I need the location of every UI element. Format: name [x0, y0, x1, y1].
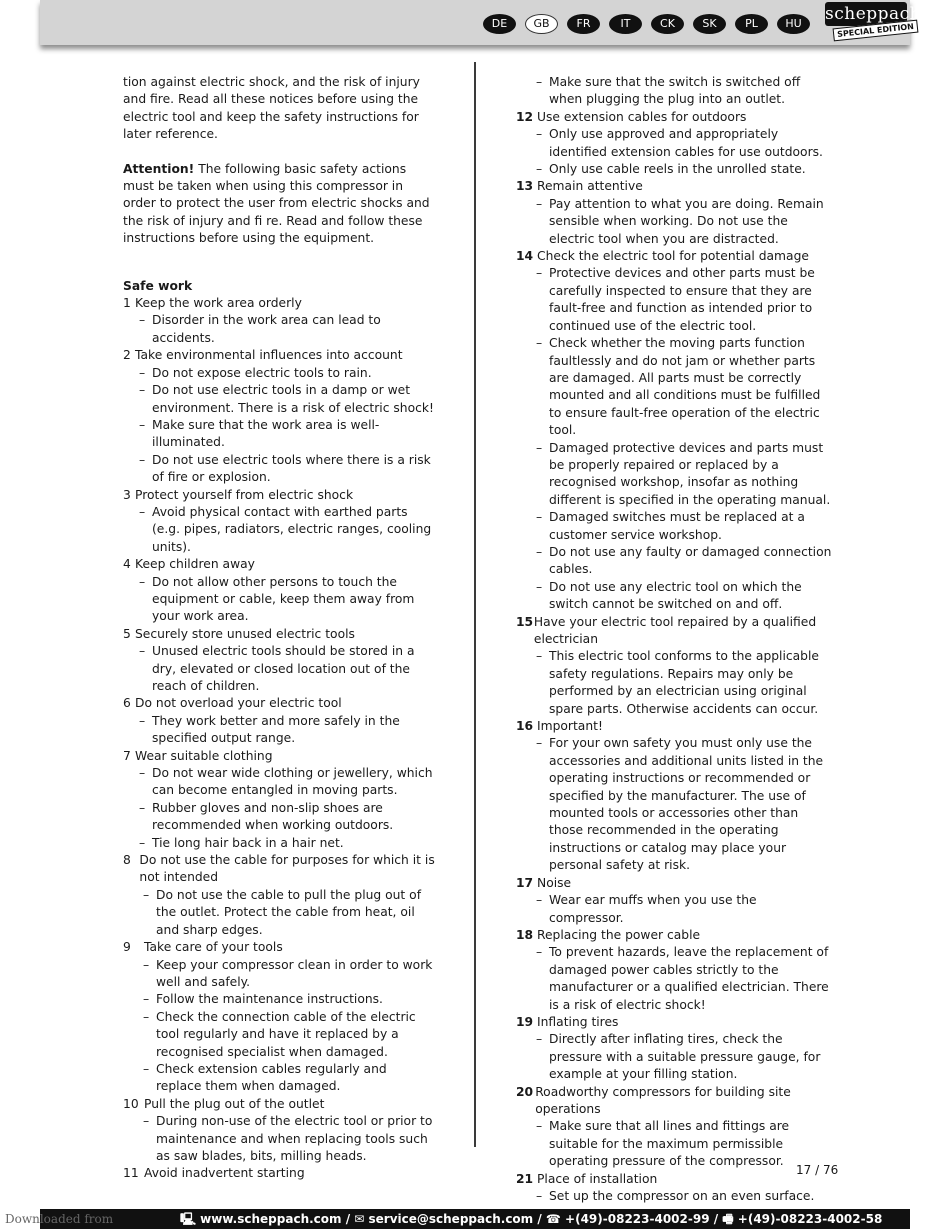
item-title: Securely store unused electric tools: [135, 626, 355, 641]
subitem-text: Disorder in the work area can lead to accidents.: [152, 313, 381, 345]
subitem-text: Do not wear wide clothing or jewellery, which can become entangled in moving parts.: [152, 766, 433, 798]
language-tab-de[interactable]: DE: [483, 14, 516, 34]
item-number: 14: [516, 249, 534, 264]
subitem-text: Pay attention to what you are doing. Remain sensible when working. Do not use the electric tool when you are distracted.: [549, 196, 824, 246]
item-title: Keep children away: [135, 557, 255, 572]
section-title: Safe work: [123, 278, 193, 293]
language-tab-pl[interactable]: PL: [735, 14, 768, 34]
column-divider: [474, 62, 476, 1147]
right-column: [516, 74, 832, 1205]
list-item: [516, 875, 832, 892]
subitem-text: Make sure that the switch is switched off when plugging the plug into an outlet.: [549, 75, 801, 107]
list-subitem: – Rubber gloves and non-slip shoes are recommended when working outdoors.: [123, 800, 435, 835]
list-item: [123, 748, 435, 765]
list-subitem: – Do not use electric tools where there is a risk of fire or explosion.: [123, 452, 435, 487]
subitem-text: Avoid physical contact with earthed parts (e.g. pipes, radiators, electric ranges, cooling units).: [152, 504, 432, 554]
list-subitem: – Check the connection cable of the electric tool regularly and have it replaced by a recognised specialist when damaged.: [123, 1009, 435, 1061]
list-item: [516, 614, 832, 649]
list-subitem: – Protective devices and other parts must be carefully inspected to ensure that they are fault-free and function as intended prior to continued use of the electric tool.: [516, 265, 832, 335]
item-number: 16: [516, 719, 534, 734]
subitem-text: Do not use electric tools in a damp or wet environment. There is a risk of electric shock!: [152, 383, 434, 415]
list-item: [516, 1084, 832, 1119]
item-number: 19: [516, 1014, 534, 1029]
subitem-text: Unused electric tools should be stored in a dry, elevated or closed location out of the reach of children.: [152, 644, 415, 693]
subitem-text: This electric tool conforms to the applicable safety regulations. Repairs may only be performed by an electrician using original spare parts. Otherwise accidents can occur.: [549, 649, 819, 716]
list-item: [516, 1171, 832, 1188]
attention-label: Attention!: [123, 161, 195, 176]
list-item: [123, 939, 435, 956]
logo-subtitle: SPECIAL EDITION: [833, 20, 919, 42]
item-title: Inflating tires: [537, 1014, 619, 1029]
attention-paragraph: [123, 161, 435, 248]
item-title: Noise: [537, 875, 572, 890]
item-title: Pull the plug out of the outlet: [144, 1096, 325, 1111]
list-subitem: – Make sure that the switch is switched off when plugging the plug into an outlet.: [516, 74, 832, 109]
list-subitem: – Only use cable reels in the unrolled state.: [516, 161, 832, 178]
item-number: 11: [123, 1166, 139, 1181]
list-subitem: – During non-use of the electric tool or prior to maintenance and when replacing tools such as saw blades, bits, milling heads.: [123, 1113, 435, 1165]
item-title: Use extension cables for outdoors: [537, 109, 747, 124]
subitem-text: Damaged protective devices and parts must be properly repaired or replaced by a recognised workshop, insofar as nothing different is specified in the operating manual.: [549, 440, 831, 507]
item-title: Keep the work area orderly: [135, 296, 302, 311]
subitem-text: Check the connection cable of the electric tool regularly and have it replaced by a recognised specialist when damaged.: [156, 1009, 416, 1059]
list-subitem: – Tie long hair back in a hair net.: [123, 835, 435, 852]
language-tabs: [483, 14, 810, 34]
item-number: 17: [516, 875, 534, 890]
item-title: Take care of your tools: [144, 940, 283, 955]
scheppach-logo: [825, 2, 922, 42]
item-title: Roadworthy compressors for building site operations: [535, 1084, 791, 1116]
list-subitem: – Follow the maintenance instructions.: [123, 991, 435, 1008]
item-number: 3: [123, 487, 131, 502]
intro-paragraph: tion against electric shock, and the risk of injury and fire. Read all these notices before using the electric tool and keep the safety instructions for later reference.: [123, 75, 420, 142]
list-subitem: – Check whether the moving parts function faultlessly and do not jam or whether parts are damaged. All parts must be correctly mounted and all conditions must be fulfilled to ensure fault-free operation of the electric tool.: [516, 335, 832, 439]
list-subitem: – Make sure that all lines and fittings are suitable for the maximum permissible operating pressure of the compressor.: [516, 1118, 832, 1170]
subitem-text: Do not use the cable to pull the plug out of the outlet. Protect the cable from heat, oil and sharp edges.: [156, 887, 422, 937]
list-item: [123, 487, 435, 504]
list-subitem: – Do not use electric tools in a damp or wet environment. There is a risk of electric shock!: [123, 382, 435, 417]
list-subitem: – Disorder in the work area can lead to accidents.: [123, 312, 435, 347]
list-item: [516, 248, 832, 265]
subitem-text: Follow the maintenance instructions.: [156, 992, 383, 1007]
language-tab-it[interactable]: IT: [609, 14, 642, 34]
list-item: [516, 718, 832, 735]
list-subitem: – Do not use any faulty or damaged connection cables.: [516, 544, 832, 579]
list-subitem: – Check extension cables regularly and replace them when damaged.: [123, 1061, 435, 1096]
subitem-text: Check extension cables regularly and replace them when damaged.: [156, 1061, 387, 1094]
downloaded-from-text: Downloaded from: [5, 1212, 114, 1226]
list-item: [123, 852, 435, 887]
item-number: 18: [516, 927, 534, 942]
list-item: [516, 109, 832, 126]
language-tab-fr[interactable]: FR: [567, 14, 600, 34]
subitem-text: Keep your compressor clean in order to work well and safely.: [156, 957, 433, 989]
item-number: 21: [516, 1171, 534, 1186]
item-number: 4: [123, 557, 131, 572]
page-number: 17 / 76: [796, 1163, 839, 1177]
subitem-text: Do not expose electric tools to rain.: [152, 365, 372, 380]
subitem-text: Set up the compressor on an even surface.: [549, 1189, 815, 1203]
list-subitem: – Avoid physical contact with earthed parts (e.g. pipes, radiators, electric ranges, cooling units).: [123, 504, 435, 556]
language-tab-hu[interactable]: HU: [777, 14, 810, 34]
footer-bar: [5, 1209, 910, 1229]
logo-text: scheppach: [825, 4, 922, 24]
item-number: 8: [123, 853, 131, 868]
list-subitem: – Unused electric tools should be stored in a dry, elevated or closed location out of the reach of children.: [123, 643, 435, 695]
list-subitem: – For your own safety you must only use the accessories and additional units listed in the operating instructions or recommended or specified by the manufacturer. The use of mounted tools or accessories other than those recommended in the operating instructions or catalog may place your personal safety at risk.: [516, 735, 832, 874]
item-number: 7: [123, 748, 131, 763]
item-title: Have your electric tool repaired by a qualified electrician: [533, 614, 817, 646]
language-tab-sk[interactable]: SK: [693, 14, 726, 34]
footer-contact[interactable]: 🖳 www.scheppach.com / ✉ service@scheppach.com / ☎ +(49)-08223-4002-99 / 🖷 +(49)-08223-4002-58: [180, 1212, 883, 1226]
item-number: 10: [123, 1096, 139, 1111]
list-subitem: – Wear ear muffs when you use the compressor.: [516, 892, 832, 927]
subitem-text: Wear ear muffs when you use the compressor.: [549, 893, 757, 925]
list-item: [123, 1096, 435, 1113]
list-subitem: – Make sure that the work area is well-illuminated.: [123, 417, 435, 452]
list-subitem: – Set up the compressor on an even surface.: [516, 1188, 832, 1205]
subitem-text: For your own safety you must only use the accessories and additional units listed in the operating instructions or recommended or specified by the manufacturer. The use of mounted tools or accessories other than those recommended in the operating instructions or catalog may place your personal safety at risk.: [549, 736, 824, 873]
list-item: [516, 178, 832, 195]
item-title: Place of installation: [537, 1171, 658, 1186]
right-list: [516, 109, 832, 1206]
item-number: 5: [123, 626, 131, 641]
subitem-text: Tie long hair back in a hair net.: [152, 835, 344, 850]
subitem-text: Do not allow other persons to touch the equipment or cable, keep them away from your work area.: [152, 574, 415, 624]
language-tab-gb[interactable]: GB: [525, 14, 558, 34]
subitem-text: Do not use any faulty or damaged connection cables.: [549, 544, 832, 577]
item-number: 15: [516, 614, 534, 629]
subitem-text: Protective devices and other parts must be carefully inspected to ensure that they are fault-free and function as intended prior to continued use of the electric tool.: [549, 266, 815, 333]
subitem-text: Check whether the moving parts function faultlessly and do not jam or whether parts are damaged. All parts must be correctly mounted and all conditions must be fulfilled to ensure fault-free operation of the electric tool.: [549, 336, 821, 438]
list-subitem: – Pay attention to what you are doing. Remain sensible when working. Do not use the electric tool when you are distracted.: [516, 196, 832, 248]
list-item: [123, 556, 435, 573]
language-tab-ck[interactable]: CK: [651, 14, 684, 34]
attention-text: The following basic safety actions must be taken when using this compressor in order to protect the user from electric shocks and the risk of injury and fi re. Read and follow these instructions before using the equipment.: [123, 161, 430, 246]
list-item: [123, 1165, 435, 1182]
item-title: Take environmental influences into account: [135, 348, 403, 363]
subitem-text: Only use cable reels in the unrolled state.: [549, 162, 806, 177]
item-title: Wear suitable clothing: [135, 748, 273, 763]
list-subitem: – Only use approved and appropriately identified extension cables for use outdoors.: [516, 126, 832, 161]
list-item: [516, 1014, 832, 1031]
list-subitem: – Damaged switches must be replaced at a customer service workshop.: [516, 509, 832, 544]
item-title: Do not use the cable for purposes for which it is not intended: [139, 853, 435, 885]
item-title: Avoid inadvertent starting: [144, 1166, 305, 1181]
list-item: [123, 347, 435, 364]
item-title: Do not overload your electric tool: [135, 696, 342, 711]
item-number: 12: [516, 109, 534, 124]
list-subitem: – Do not wear wide clothing or jewellery, which can become entangled in moving parts.: [123, 765, 435, 800]
list-item: [123, 295, 435, 312]
list-subitem: – This electric tool conforms to the applicable safety regulations. Repairs may only be performed by an electrician using original spare parts. Otherwise accidents can occur.: [516, 648, 832, 718]
list-subitem: – Damaged protective devices and parts must be properly repaired or replaced by a recognised workshop, insofar as nothing different is specified in the operating manual.: [516, 440, 832, 510]
subitem-text: They work better and more safely in the specified output range.: [152, 713, 400, 746]
list-item: [516, 927, 832, 944]
subitem-text: Rubber gloves and non-slip shoes are recommended when working outdoors.: [152, 800, 394, 833]
list-subitem: – Do not use any electric tool on which the switch cannot be switched on and off.: [516, 579, 832, 614]
item-title: Important!: [537, 719, 603, 734]
left-list: [123, 295, 435, 1183]
item-title: Check the electric tool for potential damage: [537, 249, 809, 264]
list-item: [123, 695, 435, 712]
subitem-text: Do not use electric tools where there is a risk of fire or explosion.: [152, 452, 431, 485]
item-number: 9: [123, 940, 131, 955]
list-subitem: – Do not allow other persons to touch the equipment or cable, keep them away from your work area.: [123, 574, 435, 626]
item-number: 13: [516, 179, 534, 194]
subitem-text: Only use approved and appropriately identified extension cables for use outdoors.: [549, 127, 823, 159]
left-column: [123, 74, 435, 1183]
subitem-text: During non-use of the electric tool or prior to maintenance and when replacing tools such as saw blades, bits, milling heads.: [156, 1114, 433, 1163]
list-subitem: – Do not use the cable to pull the plug out of the outlet. Protect the cable from heat, oil and sharp edges.: [123, 887, 435, 939]
subitem-text: To prevent hazards, leave the replacement of damaged power cables strictly to the manufacturer or a qualified electrician. There is a risk of electric shock!: [549, 945, 829, 1012]
subitem-text: Make sure that all lines and fittings are suitable for the maximum permissible operating pressure of the compressor.: [549, 1119, 790, 1169]
item-title: Protect yourself from electric shock: [135, 487, 354, 502]
item-number: 6: [123, 696, 131, 711]
item-title: Remain attentive: [537, 179, 643, 194]
item-number: 1: [123, 296, 131, 311]
item-title: Replacing the power cable: [537, 927, 701, 942]
list-subitem: – They work better and more safely in the specified output range.: [123, 713, 435, 748]
subitem-text: Do not use any electric tool on which the switch cannot be switched on and off.: [549, 579, 802, 612]
list-subitem: – Do not expose electric tools to rain.: [123, 365, 435, 382]
subitem-text: Directly after inflating tires, check the pressure with a suitable pressure gauge, for example at your filling station.: [549, 1032, 821, 1082]
list-item: [123, 626, 435, 643]
subitem-text: Damaged switches must be replaced at a customer service workshop.: [549, 510, 805, 542]
item-number: 2: [123, 348, 131, 363]
list-subitem: – Directly after inflating tires, check the pressure with a suitable pressure gauge, for example at your filling station.: [516, 1031, 832, 1083]
list-subitem: – To prevent hazards, leave the replacement of damaged power cables strictly to the manufacturer or a qualified electrician. There is a risk of electric shock!: [516, 944, 832, 1014]
list-subitem: – Keep your compressor clean in order to work well and safely.: [123, 957, 435, 992]
subitem-text: Make sure that the work area is well-illuminated.: [152, 417, 380, 450]
item-number: 20: [516, 1084, 534, 1099]
header-bar: [40, 0, 922, 45]
